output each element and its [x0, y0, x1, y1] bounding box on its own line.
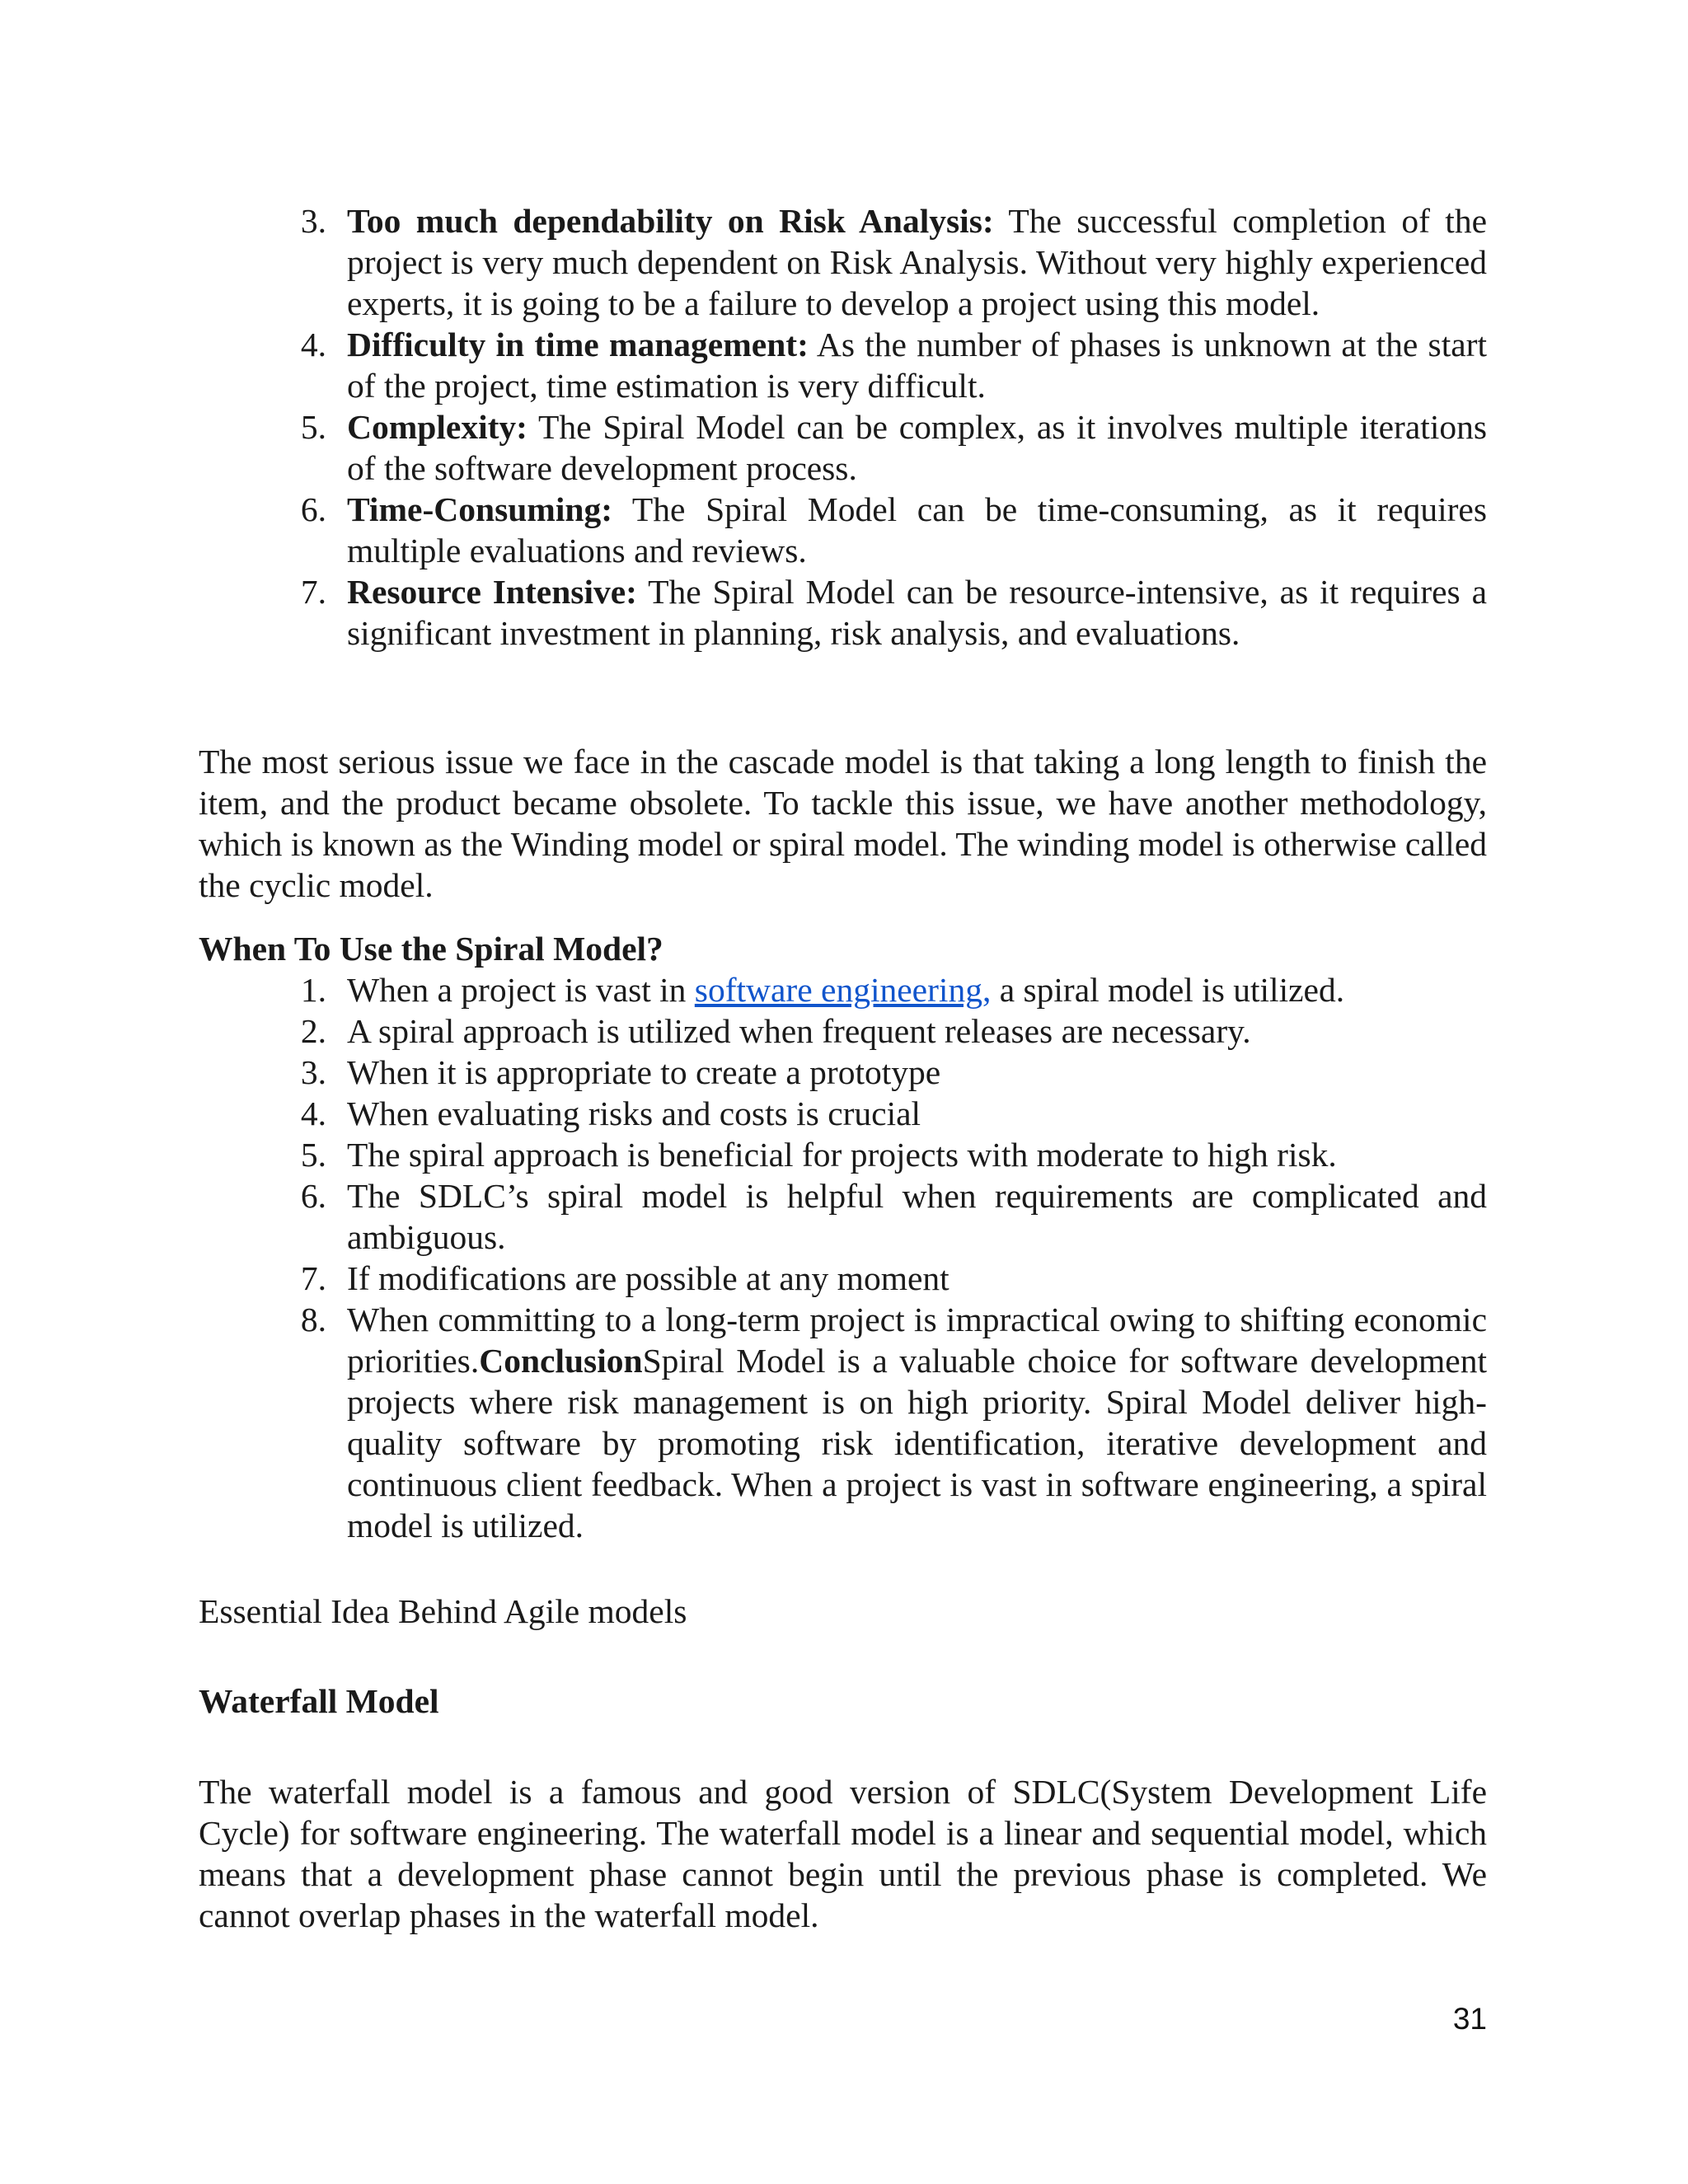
- intro-section: [199, 741, 1487, 906]
- list-item-text: a spiral model is utilized.: [991, 971, 1345, 1009]
- list-item: [199, 200, 1487, 324]
- list-item: [199, 1175, 1487, 1258]
- when-heading: [199, 928, 1487, 969]
- list-item: [199, 1134, 1487, 1175]
- list-item-title: Time-Consuming:: [347, 490, 613, 528]
- list-number: 6.: [300, 1177, 326, 1215]
- list-item: [199, 1258, 1487, 1299]
- list-number: 3.: [300, 202, 326, 240]
- list-item-text: When committing to a long-term project is impractical owing to shifting economic priorities.: [347, 1301, 1487, 1380]
- list-number: 4.: [300, 326, 326, 363]
- waterfall-paragraph: The waterfall model is a famous and good version of SDLC(System Development Life Cycle) for software engineering. The waterfall model is a linear and sequential model, which means that a development phase cannot begin until the previous phase is completed. We cannot overlap phases in the waterfall model.: [199, 1773, 1487, 1934]
- list-item-text: When evaluating risks and costs is crucial: [347, 1094, 921, 1132]
- when-to-use-section: [199, 928, 1487, 1546]
- list-item-text: The successful completion of the project is very much dependent on Risk Analysis. Without very highly experienced experts, it is going to be a failure to develop a project using this model.: [347, 202, 1487, 322]
- list-number: 8.: [300, 1301, 326, 1338]
- list-item: [199, 969, 1487, 1010]
- list-item-title: Resource Intensive:: [347, 573, 637, 611]
- waterfall-section: [199, 1771, 1487, 1936]
- list-item-text: The Spiral Model can be time-consuming, as it requires multiple evaluations and reviews.: [347, 490, 1487, 569]
- list-item-text: The Spiral Model can be resource-intensive, as it requires a significant investment in planning, risk analysis, and evaluations.: [347, 573, 1487, 652]
- software-engineering-link[interactable]: software engineering,: [694, 971, 992, 1009]
- list-number: 7.: [300, 573, 326, 611]
- agile-line: Essential Idea Behind Agile models: [199, 1592, 687, 1630]
- list-number: 4.: [300, 1094, 326, 1132]
- list-number: 7.: [300, 1259, 326, 1297]
- list-number: 6.: [300, 490, 326, 528]
- list-item-text: If modifications are possible at any moment: [347, 1259, 950, 1297]
- list-item-text: As the number of phases is unknown at the start of the project, time estimation is very difficult.: [347, 326, 1487, 405]
- disadvantages-list: [199, 200, 1487, 654]
- list-item-title: Difficulty in time management:: [347, 326, 809, 363]
- list-number: 5.: [300, 408, 326, 446]
- page-number: 31: [1452, 2002, 1487, 2036]
- conclusion-label: Conclusion: [479, 1342, 643, 1380]
- agile-section: [199, 1591, 1487, 1632]
- waterfall-heading-text: Waterfall Model: [199, 1682, 439, 1720]
- when-to-use-list: [199, 969, 1487, 1546]
- list-item-text: The spiral approach is beneficial for projects with moderate to high risk.: [347, 1136, 1337, 1174]
- list-item: [199, 571, 1487, 654]
- intro-paragraph: The most serious issue we face in the cascade model is that taking a long length to finish the item, and the product became obsolete. To tackle this issue, we have another methodology, which is known as the Winding model or spiral model. The winding model is otherwise called the cyclic model.: [199, 743, 1487, 904]
- list-item-text: The SDLC’s spiral model is helpful when requirements are complicated and ambiguous.: [347, 1177, 1487, 1256]
- list-number: 1.: [300, 971, 326, 1009]
- list-item: [199, 406, 1487, 489]
- list-item: [199, 1299, 1487, 1546]
- disadvantages-section: [199, 200, 1487, 654]
- list-item: [199, 1052, 1487, 1093]
- when-heading-text: When To Use the Spiral Model?: [199, 930, 663, 968]
- list-item: [199, 489, 1487, 571]
- list-item: [199, 1093, 1487, 1134]
- list-item-text: When a project is vast in: [347, 971, 695, 1009]
- list-number: 5.: [300, 1136, 326, 1174]
- list-item-text: The Spiral Model can be complex, as it involves multiple iterations of the software development process.: [347, 408, 1487, 487]
- list-item-title: Complexity:: [347, 408, 528, 446]
- list-item-text: When it is appropriate to create a prototype: [347, 1053, 941, 1091]
- list-item-title: Too much dependability on Risk Analysis:: [347, 202, 994, 240]
- list-number: 2.: [300, 1012, 326, 1050]
- waterfall-heading-section: [199, 1680, 1487, 1722]
- list-item-text: A spiral approach is utilized when frequent releases are necessary.: [347, 1012, 1251, 1050]
- list-item-text: Spiral Model is a valuable choice for software development projects where risk management is on high priority. Spiral Model deliver high-quality software by promoting risk identification, iterative development and continuous client feedback. When a project is vast in software engineering, a spiral model is utilized.: [347, 1342, 1487, 1544]
- waterfall-heading: [199, 1680, 1487, 1722]
- list-item: [199, 324, 1487, 406]
- list-number: 3.: [300, 1053, 326, 1091]
- list-item: [199, 1010, 1487, 1052]
